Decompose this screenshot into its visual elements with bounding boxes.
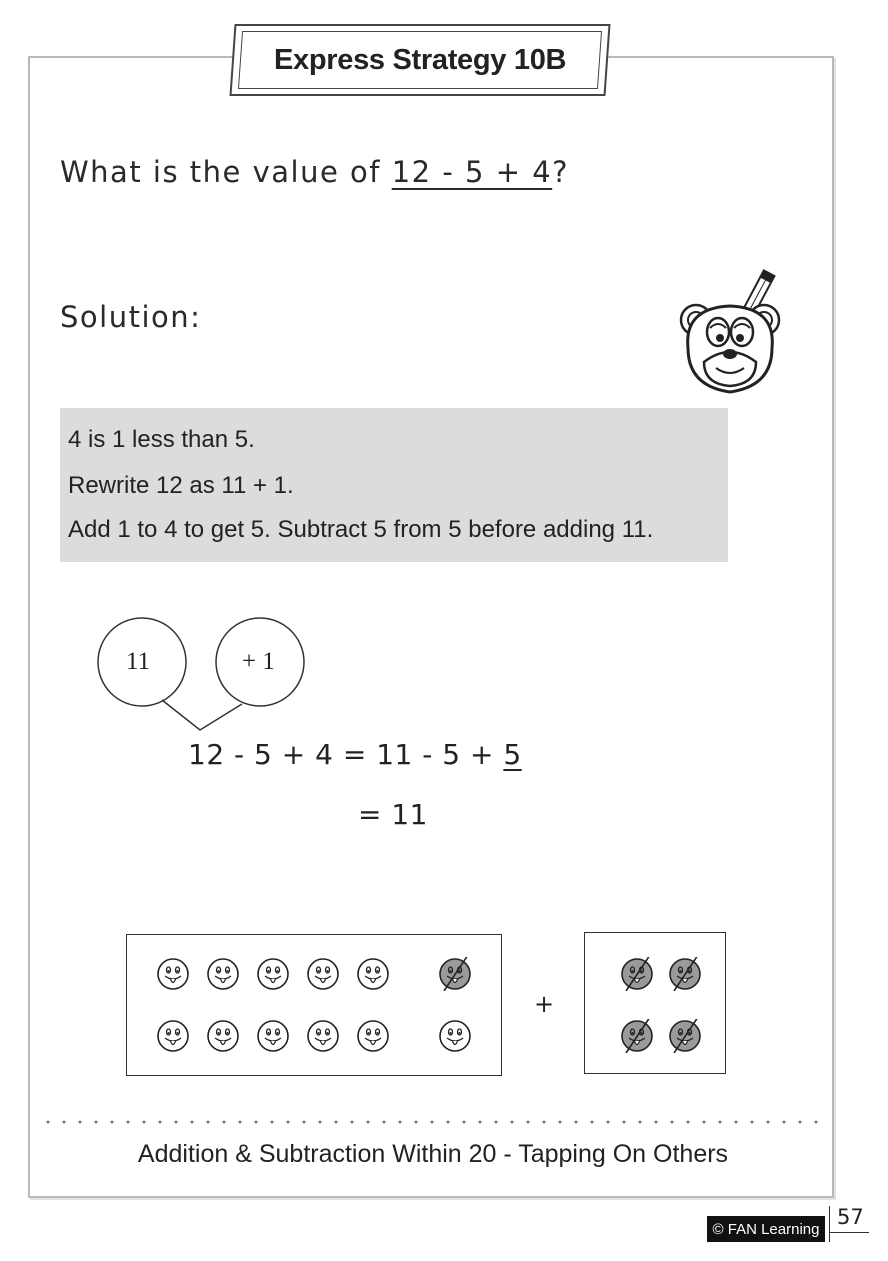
smiley-icon (356, 1019, 390, 1053)
question-suffix: ? (552, 155, 570, 189)
equation-lhs: 12 - 5 + 4 (188, 738, 334, 771)
bond-left-value: 11 (126, 648, 151, 675)
solution-label: Solution: (60, 300, 202, 334)
page-number-rule (829, 1206, 830, 1242)
title-banner (229, 24, 610, 96)
copyright-badge: © FAN Learning (707, 1216, 825, 1242)
crossed-smiley-icon (668, 1019, 702, 1053)
number-bond (90, 610, 320, 740)
page-number-underline (829, 1232, 869, 1233)
crossed-smiley-icon (668, 957, 702, 991)
hint-line-1: 4 is 1 less than 5. (68, 426, 255, 453)
equation-rhs-underlined: 5 (503, 738, 522, 771)
hint-line-2: Rewrite 12 as 11 + 1. (68, 472, 294, 499)
smiley-icon (256, 957, 290, 991)
dotted-divider (40, 1118, 830, 1126)
question-prefix: What is the value of (60, 155, 392, 189)
smiley-icon (156, 957, 190, 991)
smiley-icon (306, 957, 340, 991)
number-bond-lines (90, 610, 320, 740)
smiley-icon (256, 1019, 290, 1053)
question-expression: 12 - 5 + 4 (391, 155, 553, 189)
hint-box (60, 408, 728, 562)
faces-group-b (584, 932, 726, 1074)
faces-group-a (126, 934, 502, 1076)
footer-topic: Addition & Subtraction Within 20 - Tapping On Others (137, 1140, 729, 1168)
crossed-smiley-icon (438, 957, 472, 991)
smiley-icon (356, 957, 390, 991)
equation-result: = 11 (358, 798, 428, 831)
smiley-icon (206, 1019, 240, 1053)
smiley-icon (206, 957, 240, 991)
smiley-icon (306, 1019, 340, 1053)
smiley-icon (438, 1019, 472, 1053)
equation-line-1 (188, 738, 522, 771)
smiley-icon (156, 1019, 190, 1053)
bear-mascot-icon (676, 268, 788, 398)
equation-rhs: = 11 - 5 + (342, 738, 504, 771)
bond-right-value: + 1 (242, 648, 275, 675)
crossed-smiley-icon (620, 1019, 654, 1053)
plus-sign: + (534, 990, 555, 1018)
page-number: 57 (837, 1205, 864, 1229)
question (60, 155, 569, 189)
bond-connector (162, 700, 242, 730)
crossed-smiley-icon (620, 957, 654, 991)
page-title: Express Strategy 10B (273, 43, 567, 76)
hint-line-3: Add 1 to 4 to get 5. Subtract 5 from 5 before adding 11. (68, 516, 654, 543)
title-inner-border (238, 31, 602, 89)
